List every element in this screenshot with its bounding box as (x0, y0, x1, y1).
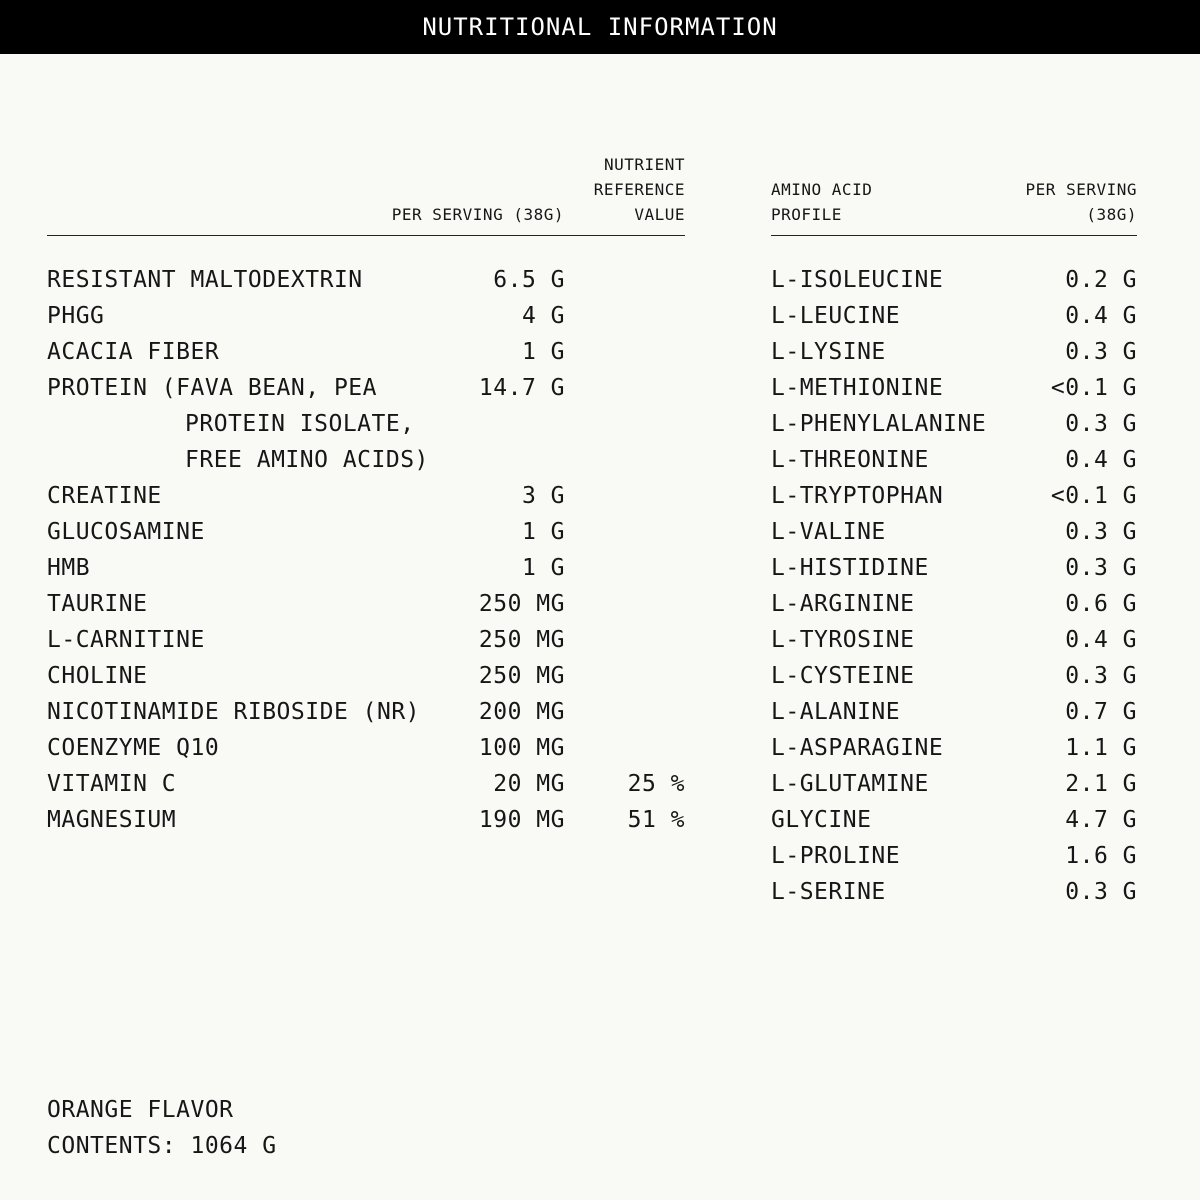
amino-name: L-ASPARAGINE (771, 735, 944, 761)
nutrient-name: PROTEIN (FAVA BEAN, PEA (47, 375, 377, 401)
nutrient-amount: 20 MG (493, 771, 565, 797)
amino-name: L-ALANINE (771, 699, 901, 725)
amino-name: L-SERINE (771, 879, 886, 905)
nutrient-row (47, 730, 565, 766)
nutrient-amount: 1 G (521, 339, 565, 365)
amino-amount: 0.4 G (1065, 627, 1137, 653)
amino-name: L-TRYPTOPHAN (771, 483, 944, 509)
nrv-header-line-1: NUTRIENT (603, 155, 685, 174)
amino-amount: <0.1 G (1050, 375, 1137, 401)
nutrient-name: PHGG (47, 303, 105, 329)
nutrient-amount: 1 G (521, 555, 565, 581)
nrv-header-line-3: VALUE (634, 205, 685, 224)
amino-amount: 2.1 G (1065, 771, 1137, 797)
amino-amount: 0.4 G (1065, 303, 1137, 329)
amino-name: L-TYROSINE (771, 627, 915, 653)
amino-name: L-HISTIDINE (771, 555, 929, 581)
amino-header-line-1: AMINO ACID (771, 180, 873, 199)
amino-row (771, 694, 1137, 730)
amino-row (771, 262, 1137, 298)
nutrient-nrv: 51 % (627, 807, 685, 833)
amino-row (771, 730, 1137, 766)
nutrient-name: RESISTANT MALTODEXTRIN (47, 267, 363, 293)
nutrient-name: CHOLINE (47, 663, 148, 689)
protein-continuation-line: PROTEIN ISOLATE, (185, 411, 415, 437)
amino-serving-header-line-1: PER SERVING (1025, 180, 1137, 199)
nutrient-row (47, 370, 565, 406)
amino-amount: 0.3 G (1065, 339, 1137, 365)
nutrient-name: VITAMIN C (47, 771, 177, 797)
amino-name: L-THREONINE (771, 447, 929, 473)
nutrient-nrv: 25 % (627, 771, 685, 797)
amino-name: L-METHIONINE (771, 375, 944, 401)
amino-amount: 1.6 G (1065, 843, 1137, 869)
amino-row (771, 478, 1137, 514)
amino-amount: 0.6 G (1065, 591, 1137, 617)
amino-name: L-ARGININE (771, 591, 915, 617)
nutrient-row (47, 586, 565, 622)
nutrient-row (47, 478, 565, 514)
nutrient-row (47, 658, 565, 694)
amino-name: L-CYSTEINE (771, 663, 915, 689)
amino-row (771, 838, 1137, 874)
left-header-rule (47, 235, 685, 236)
amino-amount: 1.1 G (1065, 735, 1137, 761)
amino-amount: 0.7 G (1065, 699, 1137, 725)
nutrient-row (47, 802, 565, 838)
amino-row (771, 406, 1137, 442)
amino-row (771, 802, 1137, 838)
amino-row (771, 622, 1137, 658)
amino-amount: 0.4 G (1065, 447, 1137, 473)
nutrient-name: COENZYME Q10 (47, 735, 220, 761)
amino-amount: 0.2 G (1065, 267, 1137, 293)
nutrient-name: GLUCOSAMINE (47, 519, 205, 545)
nutrient-amount: 250 MG (478, 627, 565, 653)
amino-name: L-PROLINE (771, 843, 901, 869)
amino-amount: <0.1 G (1050, 483, 1137, 509)
nutrient-name: MAGNESIUM (47, 807, 177, 833)
nrv-header-line-2: REFERENCE (593, 180, 685, 199)
amino-row (771, 874, 1137, 910)
amino-row (771, 442, 1137, 478)
right-header-rule (771, 235, 1137, 236)
nutrient-row (47, 622, 565, 658)
amino-row (771, 334, 1137, 370)
protein-continuation-line: FREE AMINO ACIDS) (185, 447, 429, 473)
nutrient-name: NICOTINAMIDE RIBOSIDE (NR) (47, 699, 421, 725)
amino-row (771, 766, 1137, 802)
amino-row (771, 550, 1137, 586)
nutrient-name: HMB (47, 555, 91, 581)
nutrient-amount: 6.5 G (493, 267, 565, 293)
per-serving-header: PER SERVING (38G) (391, 205, 564, 224)
amino-row (771, 586, 1137, 622)
amino-name: L-LEUCINE (771, 303, 901, 329)
nutrient-row (47, 550, 565, 586)
nutrient-amount: 14.7 G (478, 375, 565, 401)
amino-name: L-GLUTAMINE (771, 771, 929, 797)
amino-name: L-ISOLEUCINE (771, 267, 944, 293)
nutrient-amount: 250 MG (478, 591, 565, 617)
nutrient-amount: 4 G (521, 303, 565, 329)
flavor-label: ORANGE FLAVOR (47, 1097, 234, 1123)
nutrient-name: CREATINE (47, 483, 162, 509)
nutrient-amount: 100 MG (478, 735, 565, 761)
nutrient-row (47, 298, 565, 334)
nutrient-amount: 250 MG (478, 663, 565, 689)
amino-header-line-2: PROFILE (771, 205, 842, 224)
nutrient-row (47, 514, 565, 550)
nutrient-amount: 190 MG (478, 807, 565, 833)
nutrient-amount: 3 G (521, 483, 565, 509)
nutrient-row (47, 694, 565, 730)
amino-name: L-VALINE (771, 519, 886, 545)
nutrient-row (47, 334, 565, 370)
nutrient-name: ACACIA FIBER (47, 339, 220, 365)
amino-amount: 4.7 G (1065, 807, 1137, 833)
nutrient-name: L-CARNITINE (47, 627, 205, 653)
amino-name: GLYCINE (771, 807, 872, 833)
amino-row (771, 514, 1137, 550)
amino-amount: 0.3 G (1065, 555, 1137, 581)
amino-row (771, 658, 1137, 694)
contents-label: CONTENTS: 1064 G (47, 1133, 277, 1159)
amino-row (771, 298, 1137, 334)
amino-amount: 0.3 G (1065, 663, 1137, 689)
amino-name: L-LYSINE (771, 339, 886, 365)
nutrient-name: TAURINE (47, 591, 148, 617)
amino-name: L-PHENYLALANINE (771, 411, 987, 437)
amino-amount: 0.3 G (1065, 519, 1137, 545)
amino-serving-header-line-2: (38G) (1086, 205, 1137, 224)
amino-amount: 0.3 G (1065, 879, 1137, 905)
page-title-bar (0, 0, 1200, 54)
nutrient-row (47, 262, 565, 298)
amino-row (771, 370, 1137, 406)
nutrient-row (47, 766, 565, 802)
nutrient-amount: 1 G (521, 519, 565, 545)
page-title: NUTRITIONAL INFORMATION (422, 13, 778, 41)
nutrient-amount: 200 MG (478, 699, 565, 725)
amino-amount: 0.3 G (1065, 411, 1137, 437)
